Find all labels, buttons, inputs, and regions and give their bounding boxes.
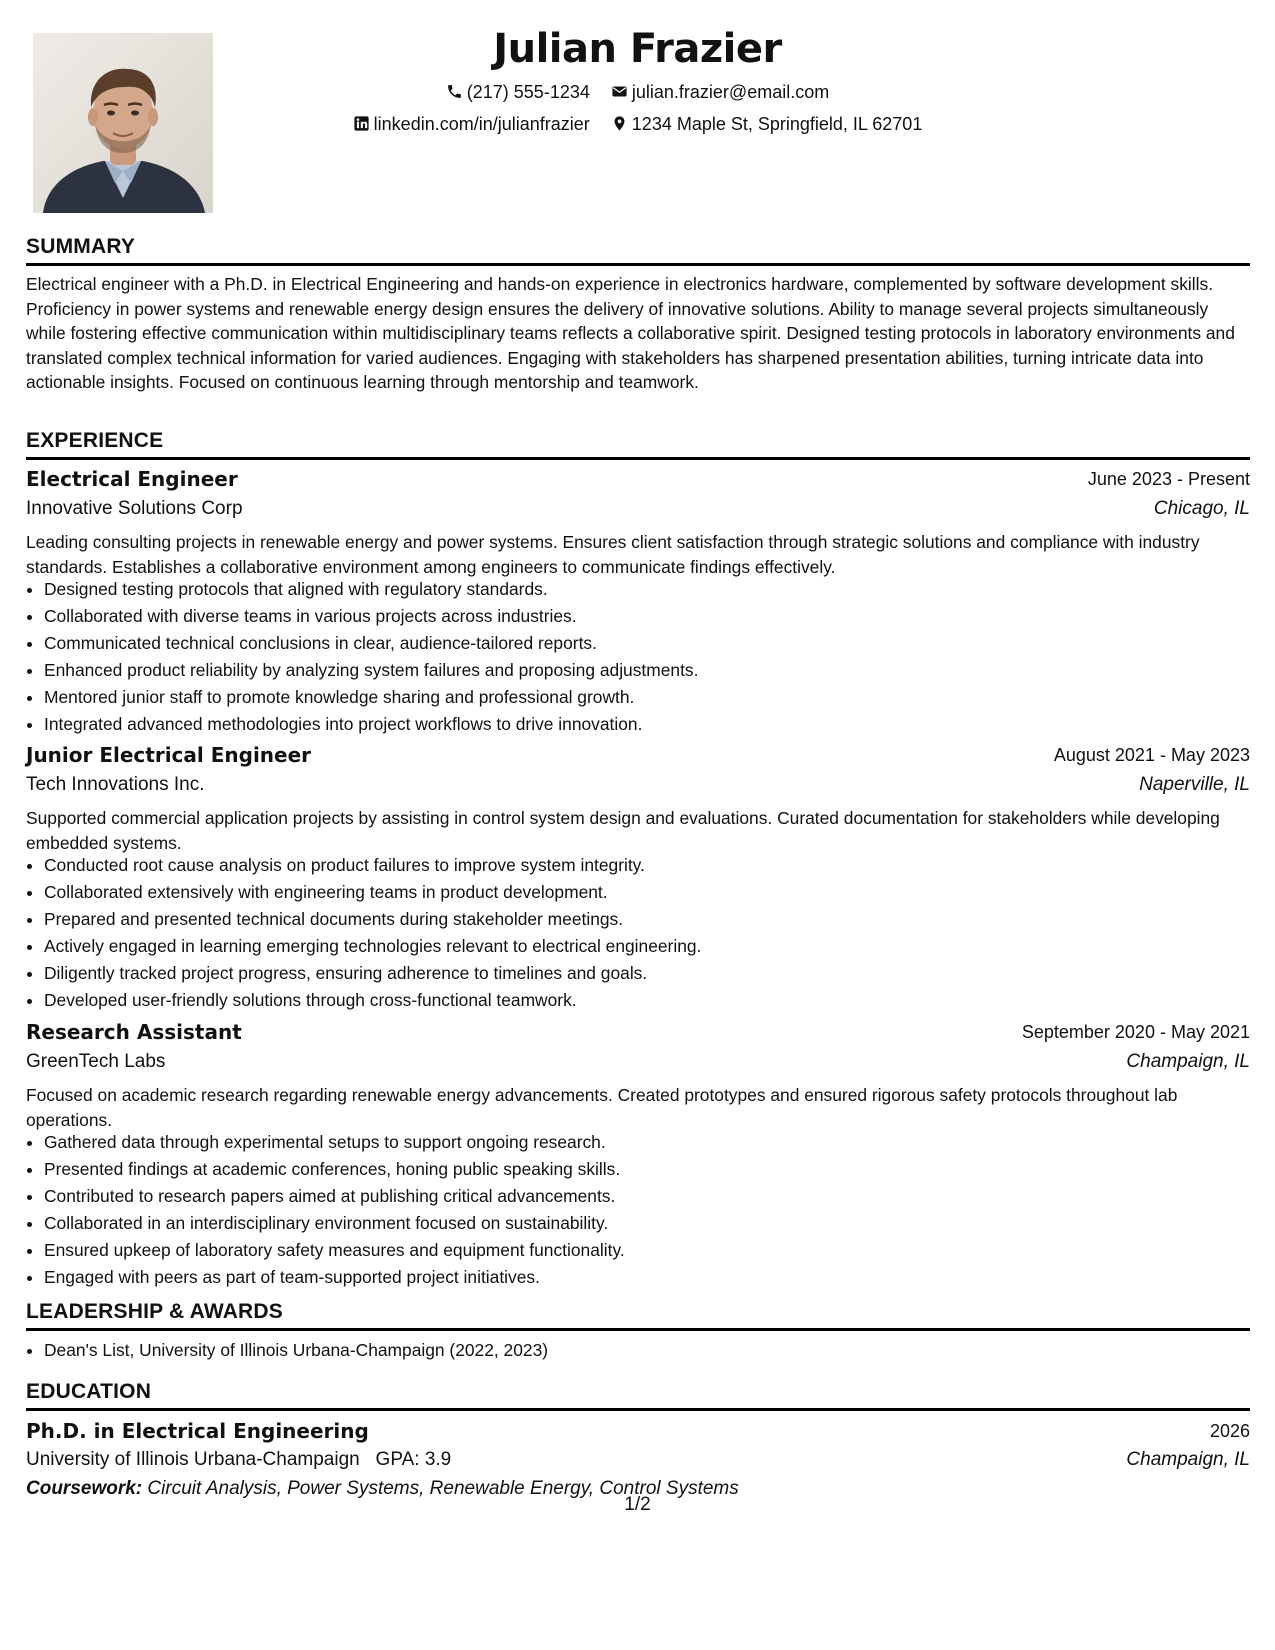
contact-row-2 [0,112,1275,136]
job-title: Electrical Engineer [26,467,238,491]
job-description: Leading consulting projects in renewable energy and power systems. Ensures client satisfaction through strategic solutions and compliance with industry standards. Establishes a collaborative environment among engineers to communicate findings effectively. [26,532,1200,577]
awards-list [26,1337,1268,1364]
phone-icon [446,83,463,100]
list-item: • Diligently tracked project progress, ensuring adherence to timelines and goals. [44,960,1268,987]
list-item: • Collaborated with diverse teams in various projects across industries. [44,603,1268,630]
list-item: • Integrated advanced methodologies into project workflows to drive innovation. [44,711,1268,738]
list-item: • Developed user-friendly solutions through cross-functional teamwork. [44,987,1268,1014]
envelope-icon [611,83,628,100]
candidate-name: Julian Frazier [493,26,782,72]
contact-address [611,112,923,136]
section-rule [26,1408,1250,1411]
job-dates: June 2023 - Present [1087,469,1250,489]
contact-linkedin[interactable] [353,112,590,136]
school-location: Champaign, IL [1126,1449,1250,1470]
coursework-text: Circuit Analysis, Power Systems, Renewable Energy, Control Systems [147,1478,739,1499]
list-item: • Actively engaged in learning emerging technologies relevant to electrical engineering. [44,933,1268,960]
list-item: • Dean's List, University of Illinois Urbana-Champaign (2022, 2023) [44,1337,1268,1364]
job-location: Champaign, IL [1126,1051,1250,1072]
school-line [26,1447,451,1473]
linkedin-icon [353,115,370,132]
list-item: • Enhanced product reliability by analyzing system failures and proposing adjustments. [44,657,1268,684]
list-item: • Collaborated in an interdisciplinary environment focused on sustainability. [44,1210,1268,1237]
email-text: julian.frazier@email.com [631,82,830,102]
section-title-education: EDUCATION [26,1380,152,1403]
coursework-label: Coursework: [26,1478,143,1499]
list-item: • Ensured upkeep of laboratory safety measures and equipment functionality. [44,1237,1268,1264]
list-item: • Gathered data through experimental setups to support ongoing research. [44,1129,1268,1156]
section-rule [26,1328,1250,1331]
section-rule [26,263,1250,266]
list-item: • Engaged with peers as part of team-supported project initiatives. [44,1264,1268,1291]
job-title: Junior Electrical Engineer [26,743,312,767]
list-item: • Collaborated extensively with engineering teams in product development. [44,879,1268,906]
gpa: GPA: 3.9 [375,1449,452,1470]
list-item: • Prepared and presented technical documents during stakeholder meetings. [44,906,1268,933]
address-text: 1234 Maple St, Springfield, IL 62701 [631,114,923,134]
map-pin-icon [611,115,628,132]
section-title-leadership: LEADERSHIP & AWARDS [26,1300,283,1323]
contact-email[interactable] [611,80,829,104]
list-item: • Designed testing protocols that aligned with regulatory standards. [44,576,1268,603]
job-bullets [26,852,1268,1014]
job-dates: August 2021 - May 2023 [1053,745,1250,765]
job-description: Focused on academic research regarding renewable energy advancements. Created prototypes and ensured rigorous safety protocols throughout lab operations. [26,1085,1178,1130]
job-dates: September 2020 - May 2021 [1021,1022,1250,1042]
list-item: • Contributed to research papers aimed at publishing critical advancements. [44,1183,1268,1210]
job-company: GreenTech Labs [26,1051,166,1072]
contact-row-1 [0,80,1275,104]
section-rule [26,457,1250,460]
list-item: • Mentored junior staff to promote knowledge sharing and professional growth. [44,684,1268,711]
school-name: University of Illinois Urbana-Champaign [26,1449,360,1470]
contact-phone[interactable] [446,80,590,104]
job-title: Research Assistant [26,1020,242,1044]
degree-title: Ph.D. in Electrical Engineering [26,1419,369,1443]
list-item: • Communicated technical conclusions in clear, audience-tailored reports. [44,630,1268,657]
list-item: • Presented findings at academic conferences, honing public speaking skills. [44,1156,1268,1183]
job-company: Tech Innovations Inc. [26,774,205,795]
section-title-summary: SUMMARY [26,235,136,258]
page-indicator: 1/2 [624,1494,651,1515]
job-location: Chicago, IL [1153,498,1250,519]
job-location: Naperville, IL [1139,774,1250,795]
section-title-experience: EXPERIENCE [26,429,164,452]
job-description: Supported commercial application projects by assisting in control system design and evaluations. Curated documentation for stakeholders while developing embedded systems. [26,808,1220,853]
summary-text: Electrical engineer with a Ph.D. in Electrical Engineering and hands-on experience in electronics hardware, complemented by software development skills. Proficiency in power systems and renewable energy design ensures the delivery of innovative solutions. Ability to manage several projects simultaneously while fostering effective communication within multidisciplinary teams reflects a collaborative spirit. Designed testing protocols in laboratory environments and translated complex technical information for varied audiences. Engaging with stakeholders has sharpened presentation abilities, turning intricate data into actionable insights. Focused on continuous learning through mentorship and teamwork. [26,274,1235,392]
job-bullets [26,1129,1268,1291]
job-bullets [26,576,1268,738]
list-item: • Conducted root cause analysis on product failures to improve system integrity. [44,852,1268,879]
job-company: Innovative Solutions Corp [26,498,243,519]
degree-year: 2026 [1209,1421,1250,1441]
linkedin-text: linkedin.com/in/julianfrazier [373,114,590,134]
phone-text: (217) 555-1234 [466,82,590,102]
